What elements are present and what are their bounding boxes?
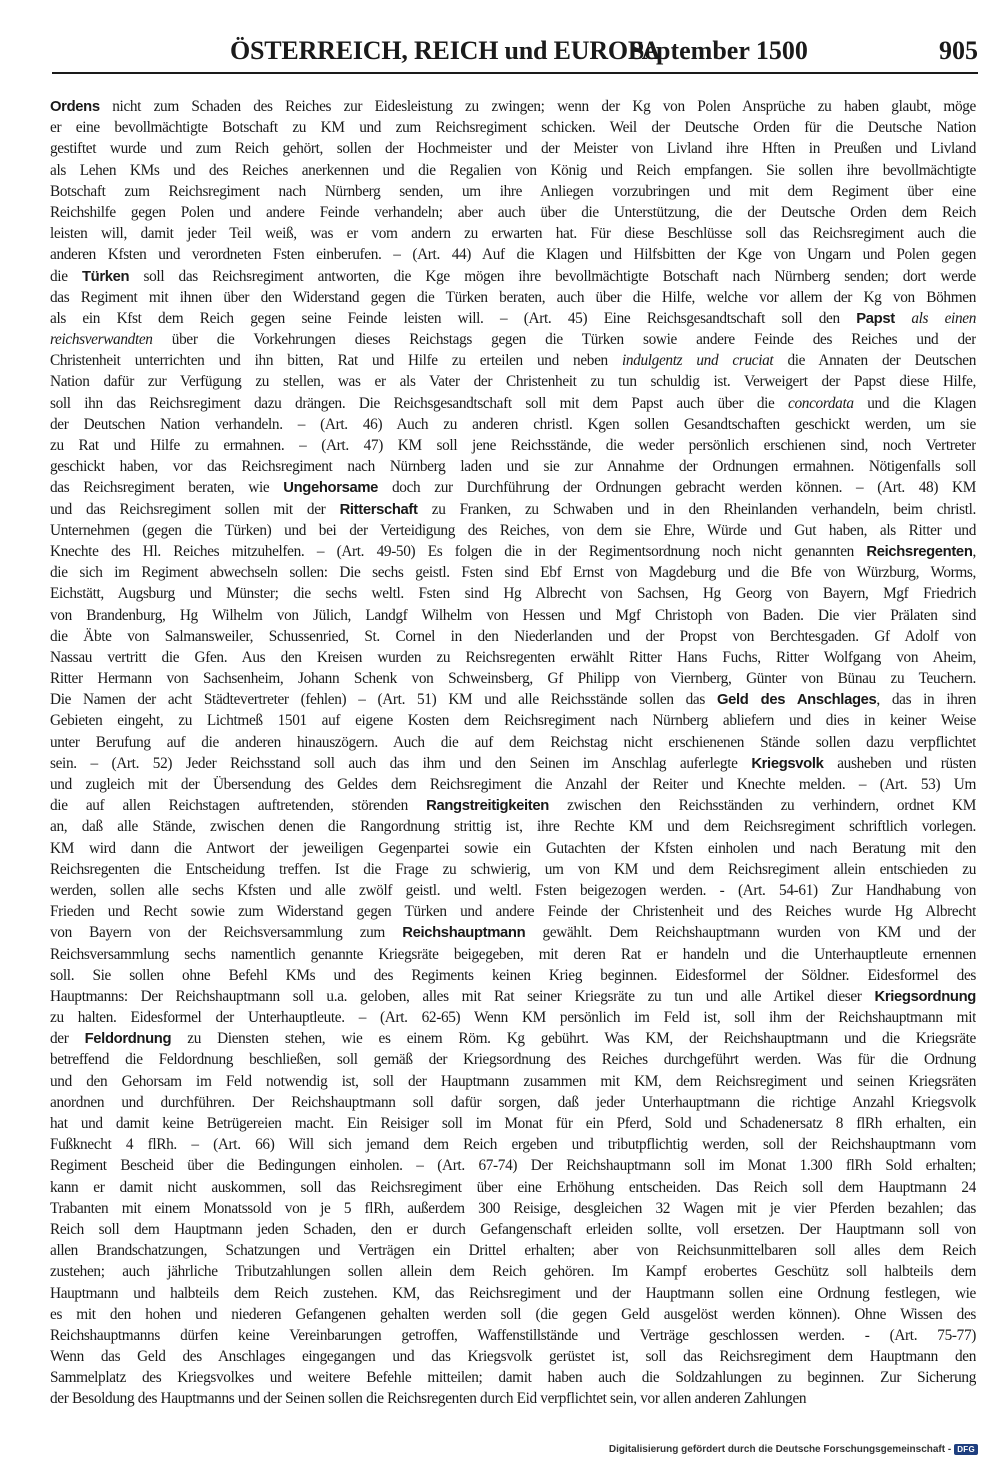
footer <box>609 1442 978 1456</box>
text-line <box>50 287 976 308</box>
text-run: es mit den hohen und niederen Gefangenen gehalten werden soll (die gegen Geld ausgelöst werden können). Ohne Wissen des <box>50 1305 976 1323</box>
text-run: Botschaft zum Reichsregiment nach Nürnberg senden, um ihre Anliegen vorzubringen und mit dem Regiment über eine <box>50 182 976 200</box>
running-head-date: September 1500 <box>630 36 808 65</box>
text-line <box>50 477 976 498</box>
text-line <box>50 1261 976 1282</box>
text-run: doch zur Durchführung der Ordnungen gebracht werden können. – (Art. 48) KM <box>378 479 976 497</box>
text-run <box>895 310 912 327</box>
text-line <box>50 308 976 329</box>
text-run: , <box>972 542 976 560</box>
text-line <box>50 1240 976 1261</box>
text-line <box>50 710 976 731</box>
text-run: die auf allen Reichstagen auftretenden, störenden <box>50 797 427 815</box>
text-run: Reich soll dem Hauptmann jeden Schaden, den er durch Gefangenschaft erleiden sollte, voll ersetzen. Der Hauptmann soll von <box>50 1220 976 1238</box>
text-line <box>50 1007 976 1028</box>
bold-keyword: Reichshauptmann <box>402 925 526 942</box>
bold-keyword: Kriegsvolk <box>751 755 824 772</box>
text-line <box>50 774 976 795</box>
bold-keyword: Geld des Anschlages <box>716 692 877 709</box>
text-line <box>50 1134 976 1155</box>
text-line <box>50 244 976 265</box>
text-run: das Regiment mit ihnen über den Widerstand gegen die Türken beraten, auch über die Hilfe, welche vor allem der Kg von Böhmen <box>50 288 976 306</box>
text-line <box>50 96 976 117</box>
footer-credit: Digitalisierung gefördert durch die Deutsche Forschungsgemeinschaft - <box>608 1443 952 1455</box>
text-line <box>50 1367 976 1388</box>
text-line <box>50 456 976 477</box>
text-run: leisten will, damit jeder Teil weiß, was er vom andern zu erwarten hat. Für diese Beschlüsse soll das Reichsregiment auch die <box>50 225 976 243</box>
text-line <box>50 626 976 647</box>
text-line <box>50 1283 976 1304</box>
text-run: Knechte des Hl. Reiches mitzuhelfen. – (Art. 49-50) Es folgen die in der Regimentsordnung noch nicht genannten <box>50 542 867 560</box>
text-run: Fußknecht 4 flRh. – (Art. 66) Will sich jemand dem Reich ergeben und tributpflichtig werden, soll der Reichshauptmann vom <box>50 1136 976 1154</box>
text-line <box>50 795 976 816</box>
text-run: hat und damit keine Betrügereien macht. Ein Reisiger soll im Monat für ein Pferd, Sold und Schadenersatz 8 flRh erhalten, ein <box>50 1115 976 1132</box>
text-run: Frieden und Recht sowie zum Widerstand gegen Türken und andere Feinde der Christenheit und des Reiches wurde Hg Albrecht <box>50 903 976 921</box>
text-line <box>50 838 976 859</box>
text-run: anordnen und durchführen. Der Reichshauptmann soll dafür sorgen, daß jeder Unterhauptmann die richtige Anzahl Kriegsvolk <box>50 1093 976 1111</box>
bold-keyword: Papst <box>856 310 895 327</box>
text-line <box>50 605 976 626</box>
text-line <box>50 922 976 943</box>
text-run: an, daß alle Stände, zwischen denen die Rangordnung strittig ist, ihre Rechte KM und dem Reichsregiment schriftlich vorlegen. <box>50 818 976 836</box>
text-line <box>50 816 976 837</box>
text-line <box>50 1028 976 1049</box>
text-run: und den Gehorsam im Feld notwendig ist, soll der Hauptmann zusammen mit KM, dem Reichsregiment und seinen Kriegsräten <box>50 1072 976 1090</box>
text-run: Gebieten eingeht, zu Lichtmeß 1501 auf eigene Kosten dem Reichsregiment nach Nürnberg abliefern und dies in keiner Weise <box>50 712 976 730</box>
text-line <box>50 986 976 1007</box>
text-line <box>50 880 976 901</box>
text-run: Christenheit unterrichten und ihn bitten, Rat und Hilfe zu erteilen und neben <box>50 352 622 370</box>
text-run: und zugleich mit der Übersendung des Geldes dem Reichsregiment die Anzahl der Reiter und Knechte melden. – (Art. 53) Um <box>50 776 976 793</box>
text-line <box>50 965 976 986</box>
text-line <box>50 901 976 922</box>
text-run: Eichstätt, Augsburg und Münster; die sechs weltl. Fsten sind Hg Albrecht von Sachsen, Hg Georg von Bayern, Mgf Friedrich <box>50 585 976 603</box>
text-line <box>50 1388 976 1409</box>
text-run: er eine bevollmächtigte Botschaft zu KM und zum Reichsregiment schicken. Weil der Deutsche Orden für die Deutsche Nation <box>50 119 976 137</box>
bold-keyword: Ungehorsame <box>283 480 379 497</box>
bold-keyword: Türken <box>81 268 130 285</box>
bold-keyword: Reichsregenten <box>866 543 973 560</box>
text-run: geschickt haben, vor das Reichsregiment nach Nürnberg laden und sie zur Annahme der Ordnungen ermahnen. Nötigenfalls soll <box>50 458 976 476</box>
text-run: gewählt. Dem Reichshauptmann wurden von KM und der <box>525 924 976 942</box>
text-run: betreffend die Feldordnung beschließen, soll gemäß der Kriegsordnung des Reiches durchgeführt werden. Was für die Ordnung <box>50 1051 976 1069</box>
text-run: von Brandenburg, Hg Wilhelm von Jülich, Landgf Wilhelm von Hessen und Mgf Christoph von Baden. Die vier Prälaten sind <box>50 606 976 624</box>
text-line <box>50 520 976 541</box>
text-line <box>50 138 976 159</box>
bold-keyword: Kriegsordnung <box>874 988 976 1005</box>
text-run: die Äbte von Salmansweiler, Schussenried, St. Cornel in den Niederlanden und der Propst von Berchtesgaden. Gf Adolf von <box>50 627 976 645</box>
text-line <box>50 329 976 350</box>
text-run: zustehen; auch jährliche Tributzahlungen sollen allein dem Reich gehören. Im Kampf erobertes Geschütz soll halbteils dem <box>50 1263 976 1281</box>
dfg-logo: DFG <box>954 1444 978 1455</box>
text-run: werden, sollen alle sechs Kfsten und alle zwölf geistl. und weltl. Fsten beigezogen werden. - (Art. 54-61) Zur Handhabung von <box>50 881 976 899</box>
running-head-title: ÖSTERREICH, REICH und EUROPA <box>230 36 661 65</box>
text-line <box>50 1071 976 1092</box>
text-line <box>50 1346 976 1367</box>
page-header <box>52 30 978 80</box>
italic-phrase: concordata <box>788 394 854 412</box>
text-run: allen Brandschatzungen, Schatzungen und Verträgen ein Drittel erhalten; aber von Reichsunmittelbaren soll alles dem Reich <box>50 1242 976 1260</box>
text-line <box>50 202 976 223</box>
bold-keyword: Feldordnung <box>84 1031 172 1048</box>
text-line <box>50 1155 976 1176</box>
text-run: sein. – (Art. 52) Jeder Reichsstand soll auch das ihm und den Seinen im Anschlag auferlegte <box>50 754 752 772</box>
text-line <box>50 223 976 244</box>
text-run: nicht zum Schaden des Reiches zur Eidesleistung zu zwingen; wenn der Kg von Polen Ansprüche zu haben glaubt, möge <box>99 98 976 115</box>
text-run: Wenn das Geld des Anschlages eingegangen und das Kriegsvolk gerüstet ist, soll das Reichsregiment dem Hauptmann den <box>50 1348 976 1366</box>
text-line <box>50 266 976 287</box>
text-run: anderen Kfsten und verordneten Fsten einberufen. – (Art. 44) Auf die Klagen und Hilfsbitten der Kge von Ungarn und Polen gegen <box>50 246 976 264</box>
text-run: zu halten. Eidesformel der Unterhauptleute. – (Art. 62-65) Wenn KM persönlich im Feld ist, soll ihm der Reichshauptmann mit <box>50 1009 976 1027</box>
text-line <box>50 350 976 371</box>
text-run: soll das Reichsregiment antworten, die Kge mögen ihre bevollmächtigte Botschaft nach Nürnberg senden; dort werde <box>129 267 976 285</box>
text-line <box>50 160 976 181</box>
text-line <box>50 414 976 435</box>
italic-phrase: reichsverwandten <box>50 331 153 349</box>
text-run: Hauptmann und halbteils dem Reich zustehen. KM, das Reichsregiment und der Hauptmann sollen eine Ordnung festlegen, wie <box>50 1284 976 1302</box>
text-run: und die Klagen <box>853 394 976 412</box>
text-line <box>50 583 976 604</box>
text-run: Hauptmanns: Der Reichshauptmann soll u.a. geloben, alles mit Rat seiner Kriegsräte zu tun und alle Artikel dieser <box>50 987 875 1005</box>
text-line <box>50 181 976 202</box>
text-run: und das Reichsregiment sollen mit der <box>50 500 340 518</box>
text-run: Trabanten mit einem Monatssold von je 5 flRh, außerdem 300 Reisige, desgleichen 32 Wagen mit je vier Pferden bezahlen; das <box>50 1199 976 1217</box>
text-run: gestiftet wurde und zum Reich gehört, sollen der Hochmeister und der Meister von Livland ihre Hften in Preußen und Livland <box>50 140 976 158</box>
text-line <box>50 541 976 562</box>
text-run: von Bayern von der Reichsversammlung zum <box>50 924 403 942</box>
text-run: ausheben und rüsten <box>823 754 976 772</box>
text-line <box>50 753 976 774</box>
text-run: unter Berufung auf die anderen hinauszögern. Auch die auf dem Reichstag nicht erschienenen Stände sollen dazu verpflichtet <box>50 733 976 751</box>
text-run: über die Vorkehrungen dieses Reichstags gegen die Türken sowie andere Feinde des Reiches und der <box>152 331 976 349</box>
text-run: Regiment Bescheid über die Bedingungen einholen. – (Art. 67-74) Der Reichshauptmann soll im Monat 1.300 flRh Sold erhalten; <box>50 1157 976 1175</box>
text-line <box>50 859 976 880</box>
text-run: als ein Kfst dem Reich gegen seine Feinde leisten will. – (Art. 45) Eine Reichsgesandtschaft soll den <box>50 309 857 327</box>
text-run: das Reichsregiment beraten, wie <box>50 479 284 497</box>
text-line <box>50 562 976 583</box>
text-line <box>50 668 976 689</box>
text-line <box>50 944 976 965</box>
text-run: Reichsregenten die Entscheidung treffen. Ist die Frage zu schwierig, um von KM und dem Reichsregiment allein entschieden zu <box>50 860 976 878</box>
text-run: zu Franken, zu Schwaben und in den Rheinlanden verhandeln, beim christl. <box>417 500 976 518</box>
text-run: Reichsversammlung sechs namentlich genannte Kriegsräte beigegeben, mit deren Rat er handeln und die Unterhauptleute ernennen <box>50 945 976 963</box>
text-run: die Annaten der Deutschen <box>773 352 976 370</box>
text-line <box>50 1113 976 1134</box>
text-run: zwischen den Reichsständen zu verhindern, ordnet KM <box>548 797 976 815</box>
text-run: die sich im Regiment abwechseln sollen: Die sechs geistl. Fsten sind Ebf Ernst von Magdeburg und die Bfe von Würzburg, Worms, <box>50 564 976 582</box>
text-line <box>50 1177 976 1198</box>
text-line <box>50 371 976 392</box>
italic-phrase: als einen <box>911 309 976 327</box>
bold-keyword: Ordens <box>50 99 100 115</box>
text-run: Unternehmen (gegen die Türken) und bei der Verteidigung des Reiches, von dem sie Ehre, Würde und Gut haben, als Ritter und <box>50 521 976 539</box>
text-run: Nation dafür zur Verfügung zu stellen, was er als Vater der Christenheit zu tun schuldig ist. Verweigert der Papst diese Hilfe, <box>50 373 976 391</box>
text-line <box>50 435 976 456</box>
text-run: Ritter Hermann von Sachsenheim, Johann Schenk von Schweinsberg, Gf Philipp von Viernberg, Günter von Bünau zu Teuchern. <box>50 670 976 688</box>
page-number: 905 <box>939 36 978 65</box>
text-line <box>50 1304 976 1325</box>
text-run: Die Namen der acht Städtevertreter (fehlen) – (Art. 51) KM und alle Reichsstände sollen das <box>50 691 717 709</box>
text-run: Reichshauptmanns dürfen keine Vereinbarungen getroffen, Waffenstillstände und Verträge geschlossen werden. - (Art. 75-77) <box>50 1326 976 1344</box>
text-line <box>50 393 976 414</box>
text-line <box>50 689 976 710</box>
text-run: kann er damit nicht auskommen, soll das Reichsregiment über eine Erhöhung entscheiden. Das Reich soll dem Hauptmann 24 <box>50 1178 976 1196</box>
text-run: die <box>50 267 82 285</box>
text-line <box>50 1049 976 1070</box>
text-run: soll ihn das Reichsregiment dazu drängen. Die Reichsgesandtschaft soll mit dem Papst auch über die <box>50 394 789 412</box>
header-rule <box>52 72 978 74</box>
bold-keyword: Rangstreitigkeiten <box>426 798 549 815</box>
text-line <box>50 117 976 138</box>
text-run: der <box>50 1030 85 1048</box>
bold-keyword: Ritterschaft <box>339 501 418 518</box>
text-line <box>50 647 976 668</box>
text-run: zu Diensten stehen, wie es einem Röm. Kg gebührt. Was KM, der Reichshauptmann und die Kriegsräte <box>171 1030 976 1048</box>
text-run: der Besoldung des Hauptmanns und der Seinen sollen die Reichsregenten durch Eid verpflichtet sein, vor allen anderen Zahlungen <box>50 1390 807 1408</box>
text-run: zu Rat und Hilfe zu ermahnen. – (Art. 47) KM soll jene Reichsstände, die weder persönlich erschienen sind, noch Vertreter <box>50 437 976 454</box>
text-line <box>50 1219 976 1240</box>
text-run: KM wird dann die Antwort der jeweiligen Gegenpartei sowie ein Gutachten der Kfsten einholen und nach Beratung mit den <box>50 839 976 857</box>
italic-phrase: indulgentz und cruciat <box>621 352 774 370</box>
text-run: soll. Sie sollen ohne Befehl KMs und des Regiments keinen Krieg beginnen. Eidesformel der Söldner. Eidesformel des <box>50 966 976 984</box>
text-run: Sammelplatz des Kriegsvolkes und weitere Befehle mitteilen; damit haben auch die Soldzahlungen zu beginnen. Zur Sicherung <box>50 1369 976 1387</box>
text-run: als Lehen KMs und des Reiches anerkennen und die Regalien von König und Reich empfangen. Sie sollen ihre bevollmächtigte <box>50 161 976 179</box>
text-run: Reichshilfe gegen Polen und andere Feinde verhandeln; aber auch über die Unterstützung, die der Deutsche Orden dem Reich <box>50 203 976 221</box>
text-line <box>50 499 976 520</box>
body-text <box>50 96 976 1410</box>
text-run: Nassau vertritt die Gfen. Aus den Kreisen wurden zu Reichsregenten erwählt Ritter Hans Fuchs, Ritter Wolfgang von Aheim, <box>50 648 976 666</box>
text-line <box>50 1198 976 1219</box>
text-run: der Deutschen Nation verhandeln. – (Art. 46) Auch zu anderen christl. Kgen sollen Gesandtschaften geschickt werden, um sie <box>50 415 976 433</box>
text-line <box>50 732 976 753</box>
text-line <box>50 1325 976 1346</box>
text-run: , das in ihren <box>876 691 976 709</box>
text-line <box>50 1092 976 1113</box>
